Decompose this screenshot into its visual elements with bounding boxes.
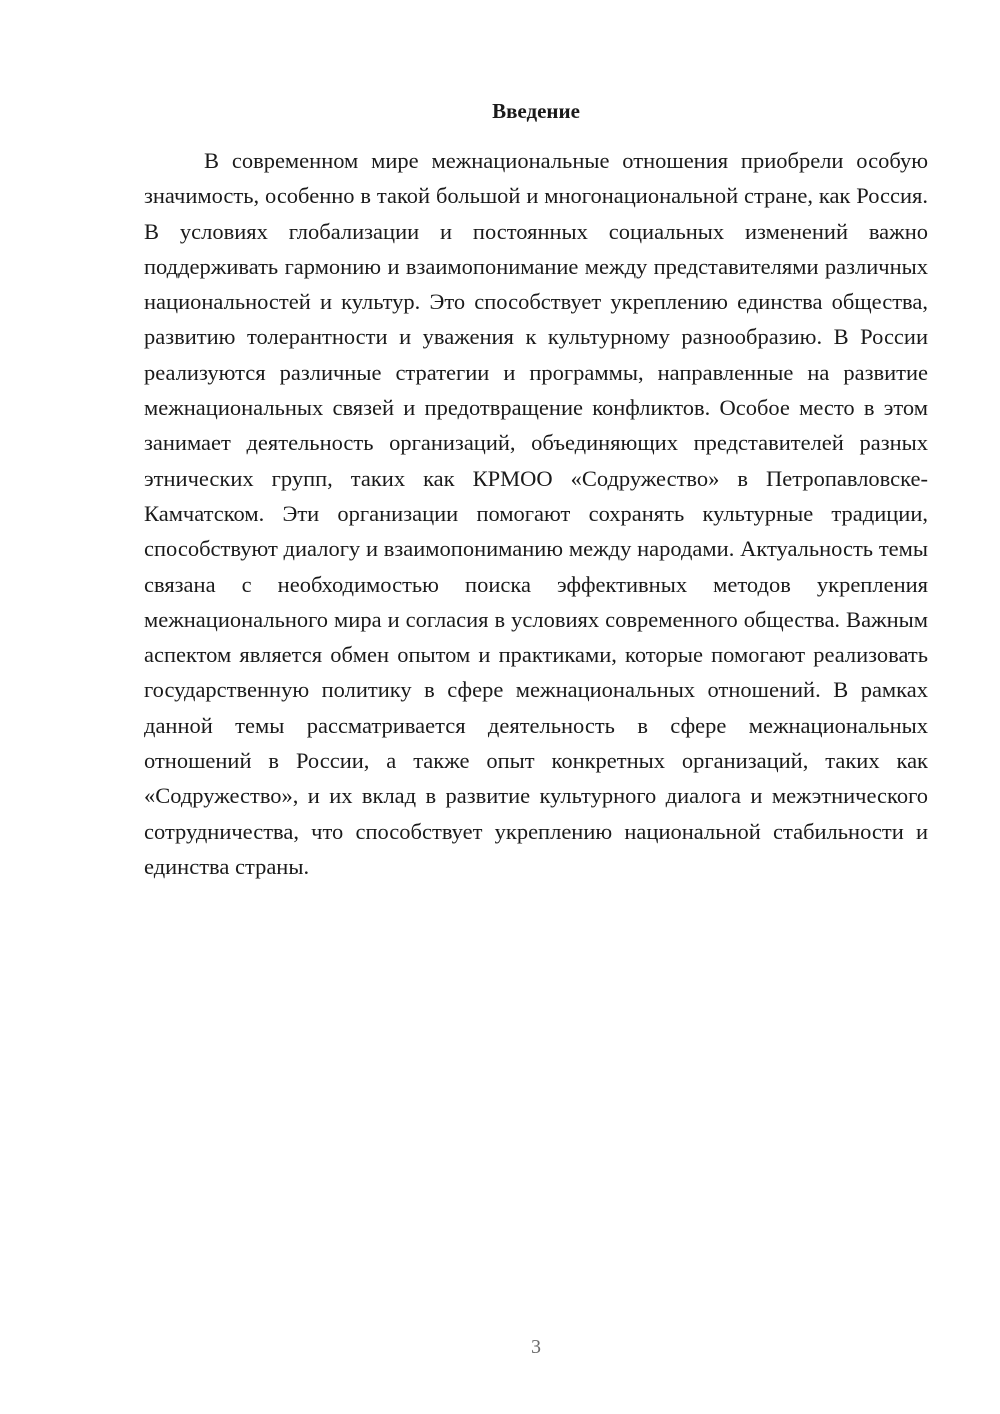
page-number: 3 <box>531 1336 541 1358</box>
section-heading: Введение <box>492 99 580 123</box>
body-paragraph: В современном мире межнациональные отношения приобрели особую значимость, особенно в такой большой и многонациональной стране, как Россия. В условиях глобализации и постоянных социальных изменений важно поддерживать гармонию и взаимопонимание между представителями различных национальностей и культур. Это способствует укреплению единства общества, развитию толерантности и уважения к культурному разнообразию. В России реализуются различные стратегии и программы, направленные на развитие межнациональных связей и предотвращение конфликтов. Особое место в этом занимает деятельность организаций, объединяющих представителей разных этнических групп, таких как КРМОО «Содружество» в Петропавловске-Камчатском. Эти организации помогают сохранять культурные традиции, способствуют диалогу и взаимопониманию между народами. Актуальность темы связана с необходимостью поиска эффективных методов укрепления межнационального мира и согласия в условиях современного общества. Важным аспектом является обмен опытом и практиками, которые помогают реализовать государственную политику в сфере межнациональных отношений. В рамках данной темы рассматривается деятельность в сфере межнациональных отношений в России, а также опыт конкретных организаций, таких как «Содружество», и их вклад в развитие культурного диалога и межэтнического сотрудничества, что способствует укреплению национальной стабильности и единства страны. <box>144 148 928 879</box>
